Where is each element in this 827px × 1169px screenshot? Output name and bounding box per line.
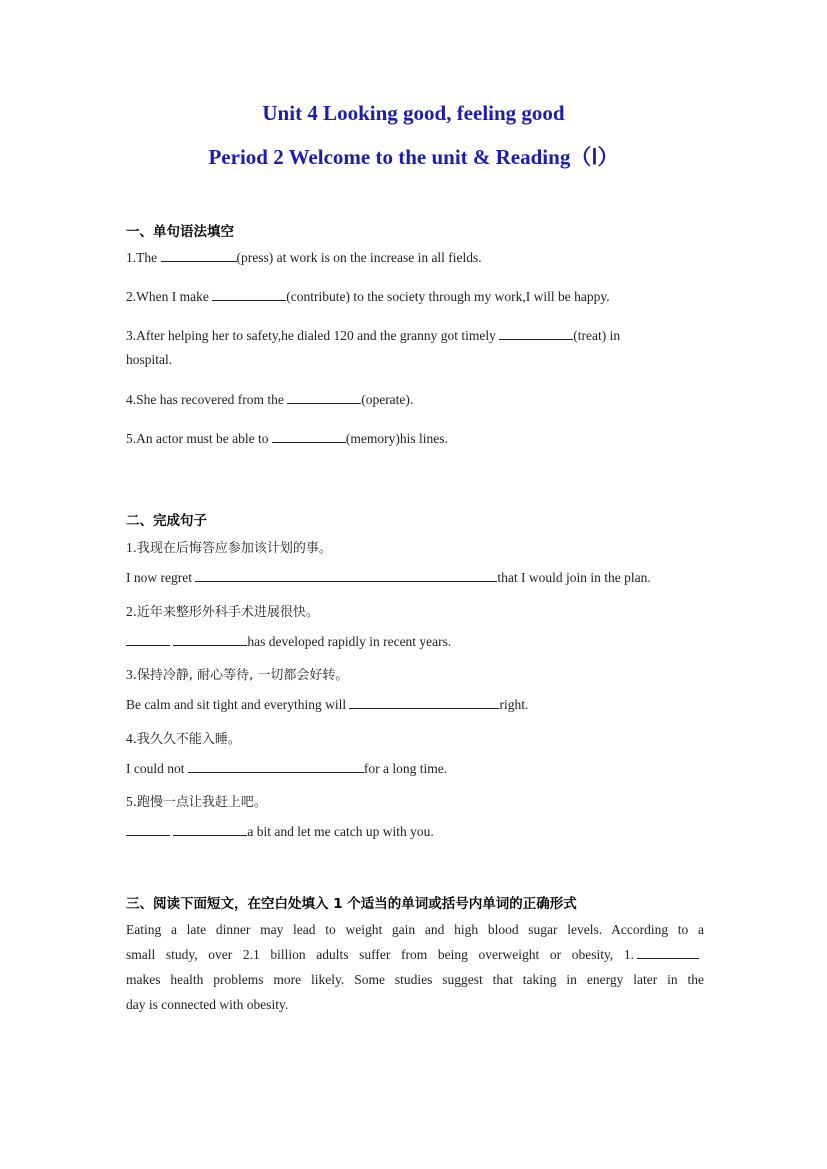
s2-item-2-sentence (126, 633, 706, 650)
item-number: 4 (126, 731, 133, 746)
passage-line: day is connected with obesity. (126, 997, 289, 1012)
item-text-after: (memory)his lines. (345, 431, 448, 446)
s2-item-4-prompt (126, 728, 706, 747)
s1-item-3-continuation: hospital. (126, 352, 173, 367)
s2-item-4-sentence (126, 760, 706, 777)
answer-blank[interactable] (349, 696, 499, 709)
s2-item-3-prompt (126, 664, 706, 683)
item-number: 5 (126, 431, 133, 446)
item-text-before: .The (132, 250, 161, 265)
item-number: 3 (126, 667, 133, 682)
answer-blank[interactable] (287, 391, 361, 404)
item-text-before: .After helping her to safety,he dialed 120 and the granny got timely (132, 328, 500, 343)
answer-blank[interactable] (195, 569, 497, 582)
chinese-prompt: .我现在后悔答应参加该计划的事。 (132, 541, 332, 556)
s1-item-3 (126, 327, 706, 344)
s1-item-4 (126, 391, 706, 408)
answer-blank[interactable] (126, 823, 170, 836)
item-text-after: (press) at work is on the increase in all fields. (236, 250, 482, 265)
chinese-prompt: .近年来整形外科手术进展很快。 (132, 605, 319, 620)
s2-item-5-prompt (126, 791, 706, 810)
section1-heading: 一、单句语法填空 (126, 224, 234, 240)
answer-blank[interactable] (272, 430, 346, 443)
item-number: 4 (126, 392, 133, 407)
item-text-before: I could not (126, 761, 188, 776)
passage-line: makes health problems more likely. Some studies suggest that taking in energy later in the (126, 972, 704, 987)
answer-blank[interactable] (173, 633, 247, 646)
s1-item-5 (126, 430, 706, 447)
item-text-after: right. (499, 697, 529, 712)
item-text-before: .When I make (132, 289, 213, 304)
item-text-before: .An actor must be able to (132, 431, 272, 446)
chinese-prompt: .保持冷静, 耐心等待, 一切都会好转。 (132, 668, 349, 683)
s1-item-2 (126, 288, 706, 305)
item-text-after: has developed rapidly in recent years. (247, 634, 452, 649)
chinese-prompt: .我久久不能入睡。 (132, 732, 241, 747)
period-title: Period 2 Welcome to the unit & Reading（Ⅰ） (208, 145, 619, 169)
item-number: 5 (126, 794, 133, 809)
reading-passage (126, 917, 704, 1017)
passage-line: Eating a late dinner may lead to weight gain and high blood sugar levels. According to a (126, 922, 704, 937)
item-number: 1 (126, 250, 133, 265)
answer-blank[interactable] (188, 760, 364, 773)
answer-blank[interactable] (126, 633, 170, 646)
item-text-before: .She has recovered from the (132, 392, 288, 407)
item-number: 3 (126, 328, 133, 343)
answer-blank[interactable] (212, 288, 286, 301)
chinese-prompt: .跑慢一点让我赶上吧。 (132, 795, 267, 810)
s2-item-3-sentence (126, 696, 706, 713)
item-text-after: (treat) in (573, 328, 621, 343)
item-text-before: I now regret (126, 570, 196, 585)
answer-blank[interactable] (637, 946, 699, 959)
unit-title: Unit 4 Looking good, feeling good (262, 101, 565, 125)
s2-item-5-sentence (126, 823, 706, 840)
answer-blank[interactable] (161, 249, 237, 262)
item-text-after: that I would join in the plan. (497, 570, 651, 585)
item-text-after: (contribute) to the society through my work,I will be happy. (286, 289, 610, 304)
item-number: 2 (126, 604, 133, 619)
s1-item-1 (126, 249, 706, 266)
section3-heading: 三、阅读下面短文，在空白处填入 1 个适当的单词或括号内单词的正确形式 (126, 896, 577, 912)
item-number: 2 (126, 289, 133, 304)
s2-item-1-sentence (126, 569, 706, 586)
item-text-after: a bit and let me catch up with you. (247, 824, 434, 839)
passage-text: small study, over 2.1 billion adults suffer from being overweight or obesity, 1. (126, 947, 634, 962)
answer-blank[interactable] (499, 327, 573, 340)
passage-line-with-blank (126, 942, 704, 967)
item-text-before: Be calm and sit tight and everything will (126, 697, 350, 712)
answer-blank[interactable] (173, 823, 247, 836)
item-text-after: for a long time. (363, 761, 448, 776)
item-text-after: (operate). (361, 392, 414, 407)
item-number: 1 (126, 540, 133, 555)
s2-item-1-prompt (126, 537, 706, 556)
section2-heading: 二、完成句子 (126, 513, 207, 529)
s2-item-2-prompt (126, 601, 706, 620)
